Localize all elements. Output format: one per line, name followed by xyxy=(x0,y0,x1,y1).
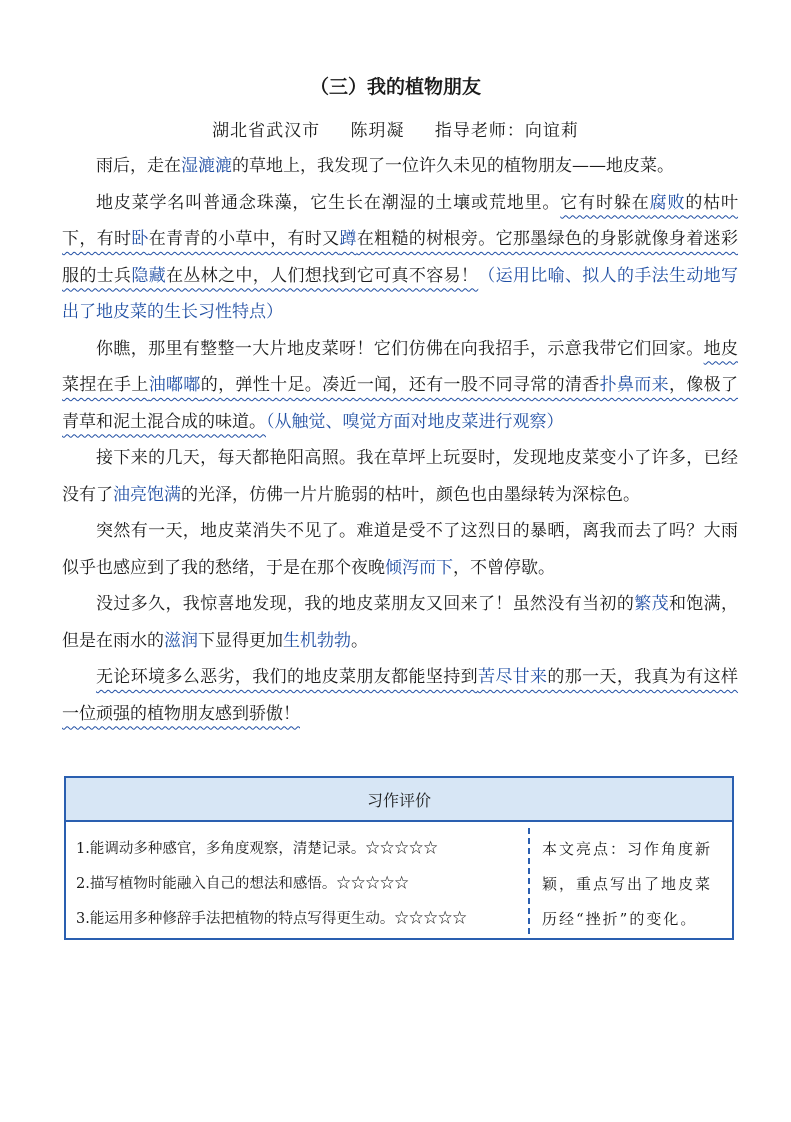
paragraph-1: 雨后，走在湿漉漉的草地上，我发现了一位许久未见的植物朋友——地皮菜。 xyxy=(96,156,674,176)
evaluation-table xyxy=(64,776,734,940)
highlight-word: 苦尽甘来 xyxy=(477,667,548,687)
criterion-item: 2.描写植物时能融入自己的想法和感悟。☆☆☆☆☆ xyxy=(76,876,409,892)
evaluation-criteria xyxy=(66,822,528,940)
essay-highlight: 本文亮点：习作角度新颖，重点写出了地皮菜历经“挫折”的变化。 xyxy=(542,840,713,928)
highlight-word: 油亮饱满 xyxy=(113,484,181,505)
paragraph-3: 你瞧，那里有整整一大片地皮菜呀！它们仿佛在向我招手，示意我带它们回家。地皮菜捏在手上油嘟嘟的，弹性十足。凑近一闻，还有一股不同寻常的清香扑鼻而来，像极了青草和泥土混合成的味道。（从触觉、嗅觉方面对地皮菜进行观察） xyxy=(62,338,739,432)
highlight-word: 繁茂 xyxy=(634,594,669,614)
highlight-word: 腐败 xyxy=(649,192,686,213)
highlight-word: 湿漉漉 xyxy=(181,156,232,176)
essay-body xyxy=(62,148,738,732)
author-place: 湖北省武汉市 xyxy=(212,121,321,141)
highlight-word: 滋润 xyxy=(164,630,198,651)
underlined-passage: 无论环境多么恶劣，我们的地皮菜朋友都能坚持到苦尽甘来的那一天，我真为有这样一位顽强的植物朋友感到骄傲！ xyxy=(62,667,739,724)
teacher-comment: （运用比喻、拟人的手法生动地写出了地皮菜的生长习性特点） xyxy=(62,265,739,322)
paragraph-6: 没过多久，我惊喜地发现，我的地皮菜朋友又回来了！虽然没有当初的繁茂和饱满，但是在雨水的滋润下显得更加生机勃勃。 xyxy=(62,594,739,651)
highlight-word: 倾泻而下 xyxy=(385,557,453,578)
author-teacher: 指导老师：向谊莉 xyxy=(434,121,579,141)
criterion-item: 3.能运用多种修辞手法把植物的特点写得更生动。☆☆☆☆☆ xyxy=(76,911,467,927)
underlined-passage: 它有时躲在腐败的枯叶下，有时卧在青青的小草中，有时又蹲在粗糙的树根旁。它那墨绿色的身影就像身着迷彩服的士兵隐藏在丛林之中，人们想找到它可真不容易！ xyxy=(62,192,739,286)
highlight-word: 扑鼻而来 xyxy=(599,375,669,395)
paragraph-4: 接下来的几天，每天都艳阳高照。我在草坪上玩耍时，发现地皮菜变小了许多，已经没有了油亮饱满的光泽，仿佛一片片脆弱的枯叶，颜色也由墨绿转为深棕色。 xyxy=(62,448,738,505)
paragraph-5: 突然有一天，地皮菜消失不见了。难道是受不了这烈日的暴晒，离我而去了吗？大雨似乎也感应到了我的愁绪，于是在那个夜晚倾泻而下，不曾停歇。 xyxy=(62,521,738,578)
essay-title: （三）我的植物朋友 xyxy=(309,76,481,98)
highlight-word: 生机勃勃 xyxy=(283,630,351,651)
highlight-word: 隐藏 xyxy=(131,265,167,286)
evaluation-body xyxy=(66,822,732,940)
paragraph-7 xyxy=(62,659,738,732)
highlight-word: 蹲 xyxy=(339,229,357,249)
highlight-word: 卧 xyxy=(131,229,149,249)
paragraph-2: 地皮菜学名叫普通念珠藻，它生长在潮湿的土壤或荒地里。它有时躲在腐败的枯叶下，有时卧在青青的小草中，有时又蹲在粗糙的树根旁。它那墨绿色的身影就像身着迷彩服的士兵隐藏在丛林之中，人们想找到它可真不容易！（运用比喻、拟人的手法生动地写出了地皮菜的生长习性特点） xyxy=(62,192,739,322)
evaluation-header: 习作评价 xyxy=(66,778,732,822)
author-line xyxy=(0,116,791,141)
highlight-word: 油嘟嘟 xyxy=(148,375,201,395)
teacher-comment: （从触觉、嗅觉方面对地皮菜进行观察） xyxy=(266,411,564,432)
criterion-item: 1.能调动多种感官，多角度观察，清楚记录。☆☆☆☆☆ xyxy=(76,841,438,857)
author-name: 陈玥凝 xyxy=(350,121,405,141)
underlined-passage: 地皮菜捏在手上油嘟嘟的，弹性十足。凑近一闻，还有一股不同寻常的清香扑鼻而来，像极了青草和泥土混合成的味道。 xyxy=(62,338,739,432)
